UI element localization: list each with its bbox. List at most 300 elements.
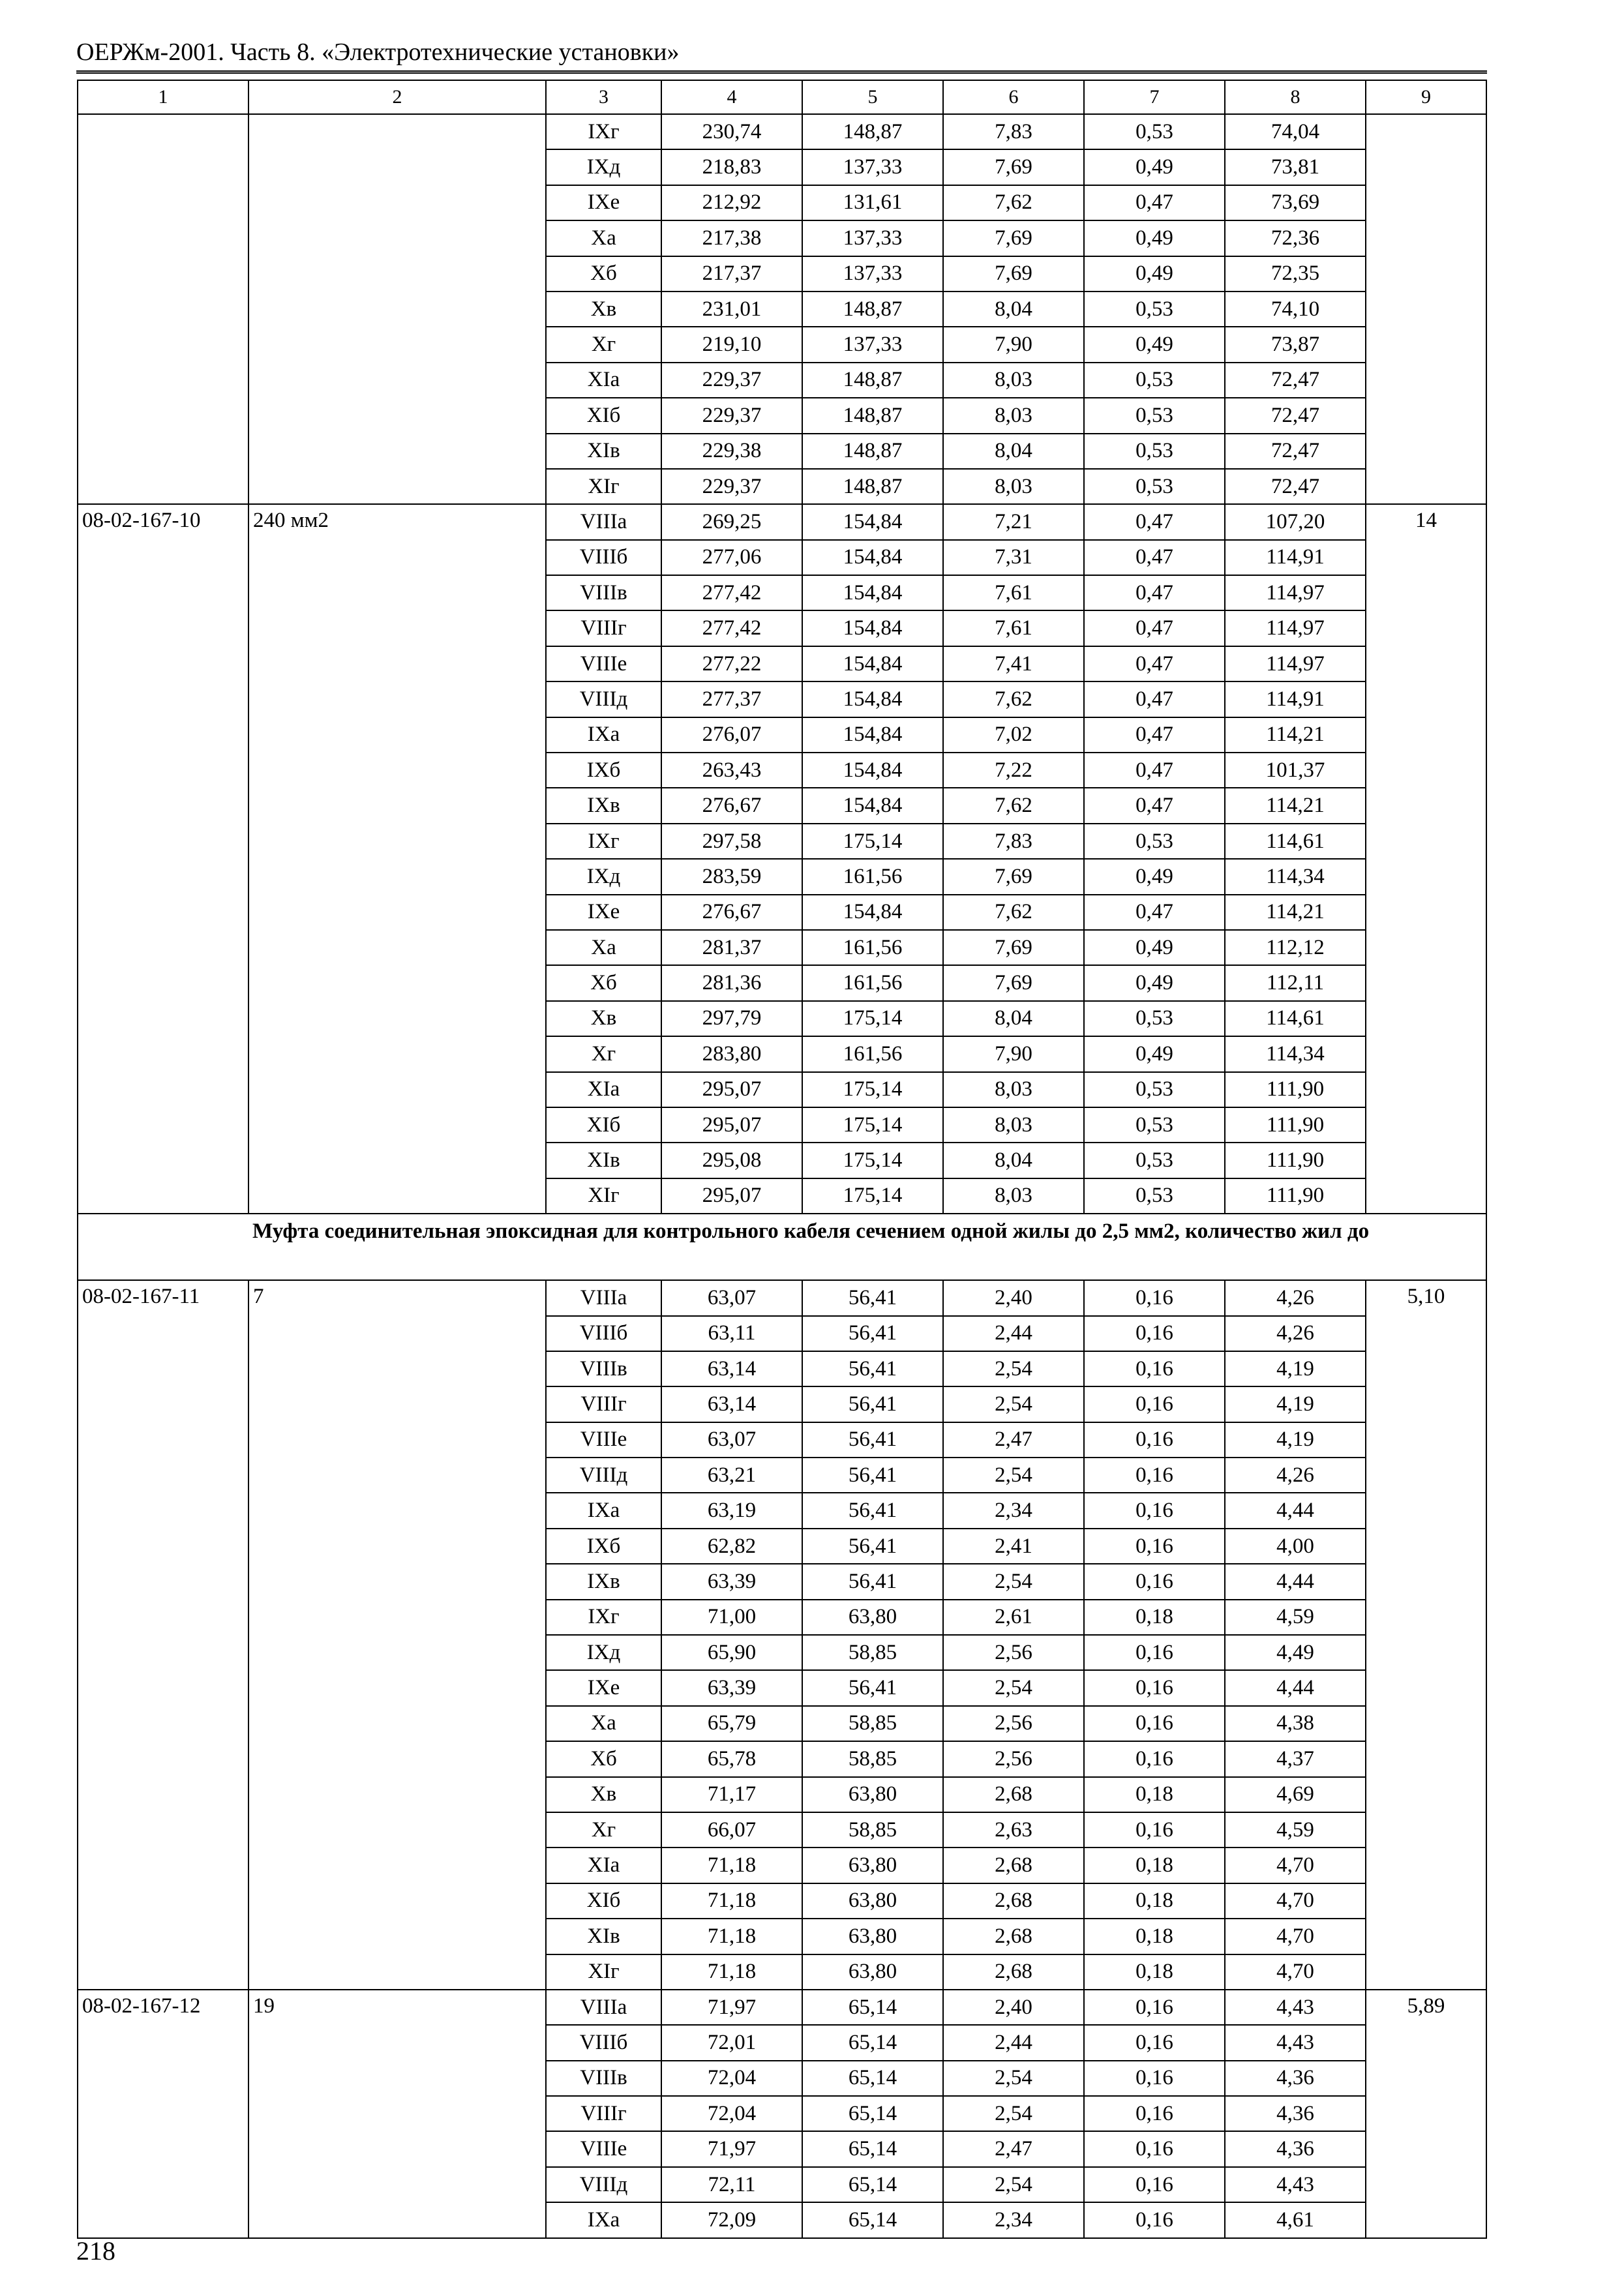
- col7-cell: 0,47: [1084, 717, 1225, 753]
- col5-cell: 56,41: [802, 1670, 943, 1705]
- table-body: [78, 114, 1486, 2238]
- zone-cell: VIIIд: [546, 2167, 661, 2202]
- col7-cell: 0,47: [1084, 504, 1225, 539]
- column-header-2: 2: [248, 80, 546, 114]
- zone-cell: VIIIа: [546, 504, 661, 539]
- col8-cell: 4,26: [1225, 1316, 1366, 1351]
- col4-cell: 218,83: [661, 149, 802, 185]
- col9-cell: 5,89: [1366, 1990, 1486, 2238]
- col5-cell: 154,84: [802, 717, 943, 753]
- col4-cell: 229,37: [661, 363, 802, 398]
- zone-cell: IXг: [546, 114, 661, 149]
- zone-cell: VIIIе: [546, 646, 661, 681]
- col8-cell: 4,61: [1225, 2202, 1366, 2237]
- col5-cell: 65,14: [802, 2131, 943, 2166]
- col7-cell: 0,49: [1084, 220, 1225, 256]
- col6-cell: 7,69: [943, 256, 1084, 292]
- col4-cell: 269,25: [661, 504, 802, 539]
- col5-cell: 58,85: [802, 1635, 943, 1670]
- col7-cell: 0,53: [1084, 363, 1225, 398]
- col5-cell: 58,85: [802, 1812, 943, 1848]
- col4-cell: 63,07: [661, 1280, 802, 1315]
- col5-cell: 148,87: [802, 469, 943, 504]
- col6-cell: 2,56: [943, 1706, 1084, 1741]
- col8-cell: 114,21: [1225, 895, 1366, 930]
- col6-cell: 7,02: [943, 717, 1084, 753]
- col7-cell: 0,53: [1084, 1178, 1225, 1214]
- col7-cell: 0,16: [1084, 1706, 1225, 1741]
- col4-cell: 65,78: [661, 1741, 802, 1776]
- col4-cell: 65,79: [661, 1706, 802, 1741]
- col8-cell: 73,69: [1225, 185, 1366, 220]
- rate-code: 08-02-167-11: [78, 1280, 248, 1990]
- col5-cell: 137,33: [802, 220, 943, 256]
- col6-cell: 2,54: [943, 1564, 1084, 1599]
- col6-cell: 8,03: [943, 469, 1084, 504]
- col4-cell: 72,09: [661, 2202, 802, 2237]
- col8-cell: 4,43: [1225, 2025, 1366, 2060]
- col7-cell: 0,53: [1084, 434, 1225, 469]
- zone-cell: Xб: [546, 1741, 661, 1776]
- col8-cell: 73,81: [1225, 149, 1366, 185]
- zone-cell: IXд: [546, 859, 661, 894]
- zone-cell: XIг: [546, 1178, 661, 1214]
- zone-cell: IXб: [546, 753, 661, 788]
- col8-cell: 4,70: [1225, 1848, 1366, 1883]
- col8-cell: 4,00: [1225, 1529, 1366, 1564]
- col8-cell: 114,34: [1225, 1036, 1366, 1071]
- col4-cell: 72,01: [661, 2025, 802, 2060]
- col8-cell: 4,19: [1225, 1351, 1366, 1386]
- col5-cell: 56,41: [802, 1351, 943, 1386]
- col4-cell: 71,18: [661, 1848, 802, 1883]
- zone-cell: VIIIг: [546, 1386, 661, 1422]
- col5-cell: 175,14: [802, 1001, 943, 1036]
- col5-cell: 154,84: [802, 504, 943, 539]
- col7-cell: 0,47: [1084, 646, 1225, 681]
- col8-cell: 4,70: [1225, 1919, 1366, 1954]
- zone-cell: Xа: [546, 930, 661, 965]
- col5-cell: 65,14: [802, 2025, 943, 2060]
- col4-cell: 63,14: [661, 1351, 802, 1386]
- col4-cell: 297,58: [661, 824, 802, 859]
- zone-cell: XIа: [546, 1848, 661, 1883]
- col6-cell: 7,31: [943, 540, 1084, 575]
- col7-cell: 0,16: [1084, 1386, 1225, 1422]
- col8-cell: 74,04: [1225, 114, 1366, 149]
- zone-cell: IXд: [546, 149, 661, 185]
- col6-cell: 2,68: [943, 1919, 1084, 1954]
- col7-cell: 0,16: [1084, 2202, 1225, 2237]
- col6-cell: 2,63: [943, 1812, 1084, 1848]
- col8-cell: 4,70: [1225, 1954, 1366, 1990]
- col4-cell: 283,80: [661, 1036, 802, 1071]
- zone-cell: IXе: [546, 1670, 661, 1705]
- col7-cell: 0,47: [1084, 681, 1225, 717]
- col6-cell: 7,62: [943, 895, 1084, 930]
- col5-cell: 161,56: [802, 930, 943, 965]
- col7-cell: 0,16: [1084, 1812, 1225, 1848]
- col8-cell: 4,59: [1225, 1812, 1366, 1848]
- col6-cell: 8,03: [943, 1072, 1084, 1107]
- zone-cell: VIIIб: [546, 540, 661, 575]
- col5-cell: 65,14: [802, 2096, 943, 2131]
- col6-cell: 7,61: [943, 610, 1084, 646]
- col8-cell: 72,47: [1225, 469, 1366, 504]
- col7-cell: 0,49: [1084, 327, 1225, 362]
- col8-cell: 114,61: [1225, 1001, 1366, 1036]
- col6-cell: 2,68: [943, 1954, 1084, 1990]
- zone-cell: IXб: [546, 1529, 661, 1564]
- col6-cell: 2,56: [943, 1741, 1084, 1776]
- col7-cell: 0,16: [1084, 1529, 1225, 1564]
- zone-cell: XIб: [546, 1107, 661, 1143]
- col8-cell: 73,87: [1225, 327, 1366, 362]
- col6-cell: 7,83: [943, 824, 1084, 859]
- col8-cell: 4,19: [1225, 1386, 1366, 1422]
- col4-cell: 230,74: [661, 114, 802, 149]
- col7-cell: 0,47: [1084, 753, 1225, 788]
- zone-cell: Xг: [546, 327, 661, 362]
- col8-cell: 4,70: [1225, 1883, 1366, 1919]
- col8-cell: 4,43: [1225, 2167, 1366, 2202]
- zone-cell: VIIIе: [546, 1422, 661, 1458]
- zone-cell: Xв: [546, 1777, 661, 1812]
- col4-cell: 63,07: [661, 1422, 802, 1458]
- col4-cell: 63,14: [661, 1386, 802, 1422]
- col8-cell: 72,47: [1225, 363, 1366, 398]
- col7-cell: 0,18: [1084, 1883, 1225, 1919]
- zone-cell: Xг: [546, 1812, 661, 1848]
- zone-cell: IXе: [546, 895, 661, 930]
- col7-cell: 0,16: [1084, 1458, 1225, 1493]
- col6-cell: 2,54: [943, 1386, 1084, 1422]
- col5-cell: 58,85: [802, 1741, 943, 1776]
- rate-description: 240 мм2: [248, 504, 546, 1214]
- col4-cell: 229,38: [661, 434, 802, 469]
- col7-cell: 0,53: [1084, 1107, 1225, 1143]
- zone-cell: Xб: [546, 256, 661, 292]
- col6-cell: 2,54: [943, 2096, 1084, 2131]
- col4-cell: 66,07: [661, 1812, 802, 1848]
- col5-cell: 148,87: [802, 398, 943, 433]
- col6-cell: 2,61: [943, 1600, 1084, 1635]
- zone-cell: VIIIа: [546, 1990, 661, 2025]
- col4-cell: 276,67: [661, 788, 802, 823]
- col4-cell: 295,07: [661, 1072, 802, 1107]
- zone-cell: XIг: [546, 469, 661, 504]
- col8-cell: 114,21: [1225, 717, 1366, 753]
- col4-cell: 72,04: [661, 2061, 802, 2096]
- col8-cell: 72,35: [1225, 256, 1366, 292]
- col4-cell: 219,10: [661, 327, 802, 362]
- col7-cell: 0,53: [1084, 1001, 1225, 1036]
- column-header-9: 9: [1366, 80, 1486, 114]
- col5-cell: 154,84: [802, 646, 943, 681]
- col8-cell: 114,97: [1225, 575, 1366, 610]
- col5-cell: 56,41: [802, 1529, 943, 1564]
- table-row: [78, 1280, 1486, 1315]
- zone-cell: XIа: [546, 1072, 661, 1107]
- page-number: 218: [76, 2236, 115, 2266]
- zone-cell: VIIIд: [546, 1458, 661, 1493]
- col4-cell: 63,11: [661, 1316, 802, 1351]
- zone-cell: VIIIа: [546, 1280, 661, 1315]
- zone-cell: Xв: [546, 1001, 661, 1036]
- col7-cell: 0,47: [1084, 895, 1225, 930]
- zone-cell: Xа: [546, 1706, 661, 1741]
- col6-cell: 2,68: [943, 1883, 1084, 1919]
- col4-cell: 277,42: [661, 575, 802, 610]
- col8-cell: 114,91: [1225, 540, 1366, 575]
- col5-cell: 63,80: [802, 1883, 943, 1919]
- col7-cell: 0,16: [1084, 1741, 1225, 1776]
- col8-cell: 112,12: [1225, 930, 1366, 965]
- col4-cell: 212,92: [661, 185, 802, 220]
- col7-cell: 0,16: [1084, 1422, 1225, 1458]
- zone-cell: Xв: [546, 292, 661, 327]
- col5-cell: 154,84: [802, 895, 943, 930]
- col4-cell: 62,82: [661, 1529, 802, 1564]
- col5-cell: 56,41: [802, 1458, 943, 1493]
- col5-cell: 175,14: [802, 1072, 943, 1107]
- col4-cell: 71,18: [661, 1954, 802, 1990]
- col4-cell: 63,21: [661, 1458, 802, 1493]
- column-header-3: 3: [546, 80, 661, 114]
- zone-cell: XIа: [546, 363, 661, 398]
- col6-cell: 2,44: [943, 2025, 1084, 2060]
- col6-cell: 2,54: [943, 1458, 1084, 1493]
- col4-cell: 217,37: [661, 256, 802, 292]
- col4-cell: 281,37: [661, 930, 802, 965]
- zone-cell: XIб: [546, 1883, 661, 1919]
- col4-cell: 277,06: [661, 540, 802, 575]
- col4-cell: 277,22: [661, 646, 802, 681]
- rate-code: 08-02-167-12: [78, 1990, 248, 2238]
- zone-cell: VIIIв: [546, 1351, 661, 1386]
- col5-cell: 154,84: [802, 540, 943, 575]
- col6-cell: 8,04: [943, 1143, 1084, 1178]
- col5-cell: 65,14: [802, 2061, 943, 2096]
- zone-cell: IXг: [546, 824, 661, 859]
- col6-cell: 7,90: [943, 1036, 1084, 1071]
- col6-cell: 7,62: [943, 681, 1084, 717]
- zone-cell: IXа: [546, 717, 661, 753]
- col7-cell: 0,16: [1084, 1316, 1225, 1351]
- col7-cell: 0,49: [1084, 930, 1225, 965]
- col6-cell: 2,54: [943, 1670, 1084, 1705]
- zone-cell: Xб: [546, 965, 661, 1000]
- column-header-4: 4: [661, 80, 802, 114]
- col6-cell: 7,83: [943, 114, 1084, 149]
- col4-cell: 71,18: [661, 1883, 802, 1919]
- zone-cell: IXа: [546, 2202, 661, 2237]
- col6-cell: 7,69: [943, 859, 1084, 894]
- col8-cell: 4,44: [1225, 1493, 1366, 1528]
- col6-cell: 2,54: [943, 1351, 1084, 1386]
- col6-cell: 7,61: [943, 575, 1084, 610]
- col5-cell: 148,87: [802, 292, 943, 327]
- col6-cell: 7,41: [943, 646, 1084, 681]
- col6-cell: 2,68: [943, 1777, 1084, 1812]
- zone-cell: Xг: [546, 1036, 661, 1071]
- col7-cell: 0,49: [1084, 1036, 1225, 1071]
- zone-cell: XIг: [546, 1954, 661, 1990]
- col7-cell: 0,49: [1084, 256, 1225, 292]
- col5-cell: 56,41: [802, 1422, 943, 1458]
- col6-cell: 2,41: [943, 1529, 1084, 1564]
- col7-cell: 0,53: [1084, 114, 1225, 149]
- page-header: [76, 38, 1487, 74]
- col8-cell: 114,91: [1225, 681, 1366, 717]
- col5-cell: 137,33: [802, 149, 943, 185]
- col4-cell: 63,39: [661, 1564, 802, 1599]
- col5-cell: 137,33: [802, 327, 943, 362]
- col7-cell: 0,53: [1084, 469, 1225, 504]
- zone-cell: VIIIв: [546, 2061, 661, 2096]
- col5-cell: 161,56: [802, 1036, 943, 1071]
- col5-cell: 137,33: [802, 256, 943, 292]
- section-empty-cell: [78, 1214, 248, 1280]
- col8-cell: 4,36: [1225, 2061, 1366, 2096]
- col7-cell: 0,16: [1084, 1493, 1225, 1528]
- col9-cell: 14: [1366, 504, 1486, 1214]
- table-header-row: [78, 80, 1486, 114]
- zone-cell: IXе: [546, 185, 661, 220]
- col5-cell: 63,80: [802, 1919, 943, 1954]
- col8-cell: 114,34: [1225, 859, 1366, 894]
- section-heading: Муфта соединительная эпоксидная для контрольного кабеля сечением одной жилы до 2,5 мм2, количество жил до: [248, 1214, 1486, 1280]
- col7-cell: 0,47: [1084, 788, 1225, 823]
- rate-description: 19: [248, 1990, 546, 2238]
- col5-cell: 175,14: [802, 1143, 943, 1178]
- zone-cell: IXв: [546, 788, 661, 823]
- col6-cell: 7,69: [943, 220, 1084, 256]
- col4-cell: 277,37: [661, 681, 802, 717]
- col7-cell: 0,16: [1084, 1351, 1225, 1386]
- table-row: [78, 1990, 1486, 2025]
- col5-cell: 175,14: [802, 824, 943, 859]
- col5-cell: 148,87: [802, 114, 943, 149]
- col8-cell: 114,21: [1225, 788, 1366, 823]
- column-header-7: 7: [1084, 80, 1225, 114]
- col8-cell: 4,38: [1225, 1706, 1366, 1741]
- column-header-1: 1: [78, 80, 248, 114]
- zone-cell: VIIIб: [546, 1316, 661, 1351]
- col7-cell: 0,49: [1084, 859, 1225, 894]
- col5-cell: 154,84: [802, 681, 943, 717]
- zone-cell: VIIIг: [546, 610, 661, 646]
- col4-cell: 276,07: [661, 717, 802, 753]
- col6-cell: 2,34: [943, 1493, 1084, 1528]
- col4-cell: 231,01: [661, 292, 802, 327]
- col7-cell: 0,53: [1084, 824, 1225, 859]
- col4-cell: 295,07: [661, 1178, 802, 1214]
- col8-cell: 4,36: [1225, 2096, 1366, 2131]
- col8-cell: 4,44: [1225, 1670, 1366, 1705]
- col5-cell: 65,14: [802, 2202, 943, 2237]
- col5-cell: 131,61: [802, 185, 943, 220]
- col6-cell: 7,69: [943, 965, 1084, 1000]
- col4-cell: 71,00: [661, 1600, 802, 1635]
- col4-cell: 217,38: [661, 220, 802, 256]
- col7-cell: 0,18: [1084, 1600, 1225, 1635]
- col6-cell: 8,03: [943, 398, 1084, 433]
- col5-cell: 65,14: [802, 1990, 943, 2025]
- col5-cell: 63,80: [802, 1848, 943, 1883]
- col6-cell: 7,22: [943, 753, 1084, 788]
- col6-cell: 2,40: [943, 1280, 1084, 1315]
- col8-cell: 4,59: [1225, 1600, 1366, 1635]
- col8-cell: 111,90: [1225, 1178, 1366, 1214]
- col6-cell: 7,69: [943, 930, 1084, 965]
- col6-cell: 2,54: [943, 2061, 1084, 2096]
- table-row: [78, 114, 1486, 149]
- col6-cell: 7,69: [943, 149, 1084, 185]
- col6-cell: 2,34: [943, 2202, 1084, 2237]
- col5-cell: 65,14: [802, 2167, 943, 2202]
- col5-cell: 154,84: [802, 575, 943, 610]
- column-header-6: 6: [943, 80, 1084, 114]
- col6-cell: 8,03: [943, 363, 1084, 398]
- col7-cell: 0,18: [1084, 1919, 1225, 1954]
- col8-cell: 72,47: [1225, 398, 1366, 433]
- col7-cell: 0,47: [1084, 610, 1225, 646]
- col6-cell: 2,68: [943, 1848, 1084, 1883]
- col4-cell: 72,04: [661, 2096, 802, 2131]
- col5-cell: 56,41: [802, 1280, 943, 1315]
- col5-cell: 63,80: [802, 1777, 943, 1812]
- zone-cell: XIб: [546, 398, 661, 433]
- zone-cell: IXв: [546, 1564, 661, 1599]
- col7-cell: 0,47: [1084, 575, 1225, 610]
- col5-cell: 56,41: [802, 1316, 943, 1351]
- zone-cell: VIIIе: [546, 2131, 661, 2166]
- col4-cell: 65,90: [661, 1635, 802, 1670]
- col6-cell: 2,54: [943, 2167, 1084, 2202]
- col7-cell: 0,53: [1084, 398, 1225, 433]
- col7-cell: 0,16: [1084, 2167, 1225, 2202]
- col4-cell: 71,97: [661, 2131, 802, 2166]
- col5-cell: 56,41: [802, 1386, 943, 1422]
- col8-cell: 4,36: [1225, 2131, 1366, 2166]
- col5-cell: 154,84: [802, 753, 943, 788]
- col7-cell: 0,16: [1084, 2131, 1225, 2166]
- zone-cell: IXа: [546, 1493, 661, 1528]
- col7-cell: 0,53: [1084, 1072, 1225, 1107]
- zone-cell: IXг: [546, 1600, 661, 1635]
- table-row: [78, 504, 1486, 539]
- col5-cell: 154,84: [802, 610, 943, 646]
- col7-cell: 0,16: [1084, 2096, 1225, 2131]
- col8-cell: 4,44: [1225, 1564, 1366, 1599]
- col8-cell: 112,11: [1225, 965, 1366, 1000]
- rate-code: 08-02-167-10: [78, 504, 248, 1214]
- col7-cell: 0,53: [1084, 1143, 1225, 1178]
- col7-cell: 0,16: [1084, 2061, 1225, 2096]
- col7-cell: 0,16: [1084, 1564, 1225, 1599]
- col4-cell: 63,39: [661, 1670, 802, 1705]
- col5-cell: 148,87: [802, 434, 943, 469]
- col5-cell: 148,87: [802, 363, 943, 398]
- col5-cell: 56,41: [802, 1564, 943, 1599]
- col7-cell: 0,16: [1084, 1280, 1225, 1315]
- rate-description: [248, 114, 546, 504]
- section-heading-row: [78, 1214, 1486, 1280]
- col9-cell: [1366, 114, 1486, 504]
- col7-cell: 0,53: [1084, 292, 1225, 327]
- col5-cell: 154,84: [802, 788, 943, 823]
